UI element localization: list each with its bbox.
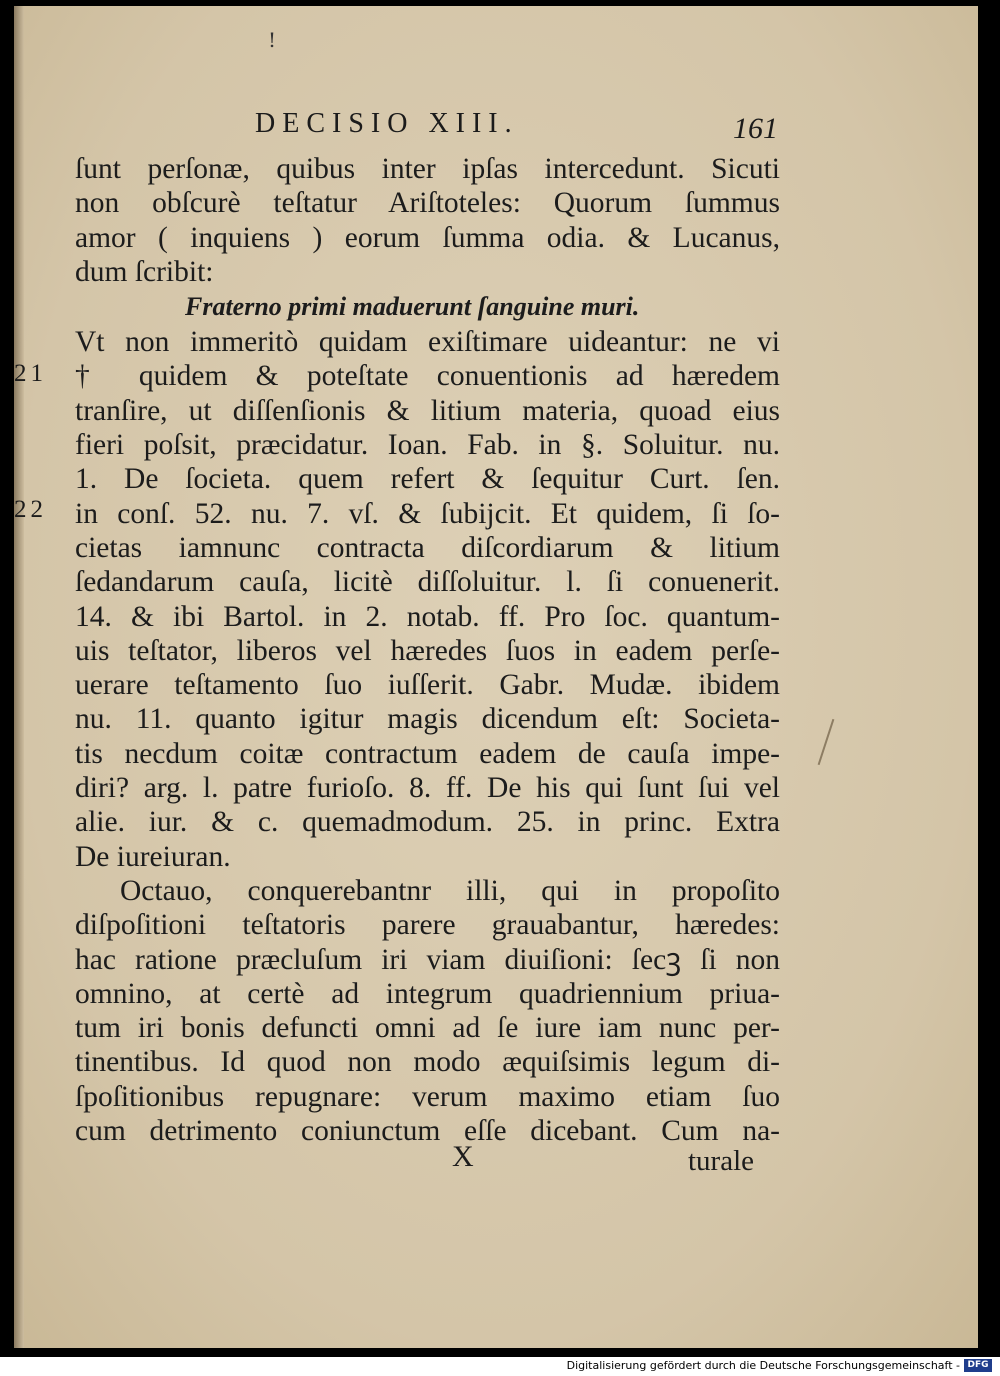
text-line: cum detrimento coniunctum eſſe dicebant. Cum na- bbox=[75, 1115, 780, 1148]
text-line: amor ( inquiens ) eorum ſumma odia. & Lucanus, bbox=[75, 221, 780, 254]
text-line: dum ſcribit: bbox=[75, 255, 214, 288]
text-line: tinentibus. Id quod non modo æquiſsimis legum di- bbox=[75, 1046, 780, 1079]
text-line: ſpoſitionibus repugnare: verum maximo etiam ſuo bbox=[75, 1080, 780, 1113]
signature-mark: X bbox=[452, 1140, 474, 1173]
text-line: uerare teſtamento ſuo iuſſerit. Gabr. Mudæ. ibidem bbox=[75, 669, 780, 702]
text-line: ſedandarum cauſa, licitè diſſoluitur. l. ſi conuenerit. bbox=[75, 566, 780, 599]
text-line: nu. 11. quanto igitur magis dicendum eſt: Societa- bbox=[75, 703, 780, 736]
text-line: non obſcurè teſtatur Ariſtoteles: Quorum ſummus bbox=[75, 187, 780, 220]
text-line: tum iri bonis defuncti omni ad ſe iure iam nunc per- bbox=[75, 1012, 780, 1045]
text-line: † quidem & poteſtate conuentionis ad hæredem bbox=[75, 360, 780, 393]
catchword: turale bbox=[688, 1145, 755, 1177]
text-line: cietas iamnunc contracta diſcordiarum & litium bbox=[75, 531, 780, 564]
page-number: 161 bbox=[733, 112, 778, 145]
text-line: Vt non immeritò quidam exiſtimare uideantur: ne vi bbox=[75, 326, 780, 359]
dfg-logo: DFG bbox=[964, 1359, 992, 1372]
verse-quote: Fraterno primi maduerunt ſanguine muri. bbox=[185, 292, 640, 322]
footer-credit: Digitalisierung gefördert durch die Deutsche Forschungsgemeinschaft - bbox=[566, 1359, 960, 1372]
text-line: tis necdum coitæ contractum eadem de cauſa impe- bbox=[75, 737, 780, 770]
page-edge bbox=[14, 6, 24, 1348]
page-mark: ! bbox=[268, 28, 277, 52]
margin-number-21: 21 bbox=[14, 360, 47, 387]
text-line: diri? arg. l. patre furioſo. 8. ff. De his qui ſunt ſui vel bbox=[75, 772, 780, 805]
text-line: in conſ. 52. nu. 7. vſ. & ſubijcit. Et quidem, ſi ſo- bbox=[75, 497, 780, 530]
text-line: De iureiuran. bbox=[75, 840, 231, 873]
text-line: ſunt perſonæ, quibus inter ipſas intercedunt. Sicuti bbox=[75, 153, 780, 185]
margin-number-22: 22 bbox=[14, 496, 47, 523]
body-text bbox=[75, 152, 780, 1148]
text-line: alie. iur. & c. quemadmodum. 25. in princ. Extra bbox=[75, 806, 780, 839]
text-line: omnino, at certè ad integrum quadriennium priua- bbox=[75, 977, 780, 1010]
running-head: DECISIO XIII. bbox=[255, 108, 519, 139]
text-line: hac ratione præcluſum iri viam diuiſioni: ſecꝫ ſi non bbox=[75, 943, 780, 976]
text-line: fieri poſsit, præcidatur. Ioan. Fab. in §. Soluitur. nu. bbox=[75, 429, 780, 462]
text-line: 14. & ibi Bartol. in 2. notab. ff. Pro ſoc. quantum- bbox=[75, 600, 780, 633]
text-line: uis teſtator, liberos vel hæredes ſuos in eadem perſe- bbox=[75, 634, 780, 667]
text-line: Octauo, conquerebantnr illi, qui in propoſito bbox=[120, 874, 780, 907]
text-line: tranſire, ut diſſenſionis & litium materia, quoad eius bbox=[75, 394, 780, 427]
text-line: diſpoſitioni teſtatoris parere grauabantur, hæredes: bbox=[75, 909, 780, 942]
text-line: 1. De ſocieta. quem refert & ſequitur Curt. ſen. bbox=[75, 463, 780, 496]
